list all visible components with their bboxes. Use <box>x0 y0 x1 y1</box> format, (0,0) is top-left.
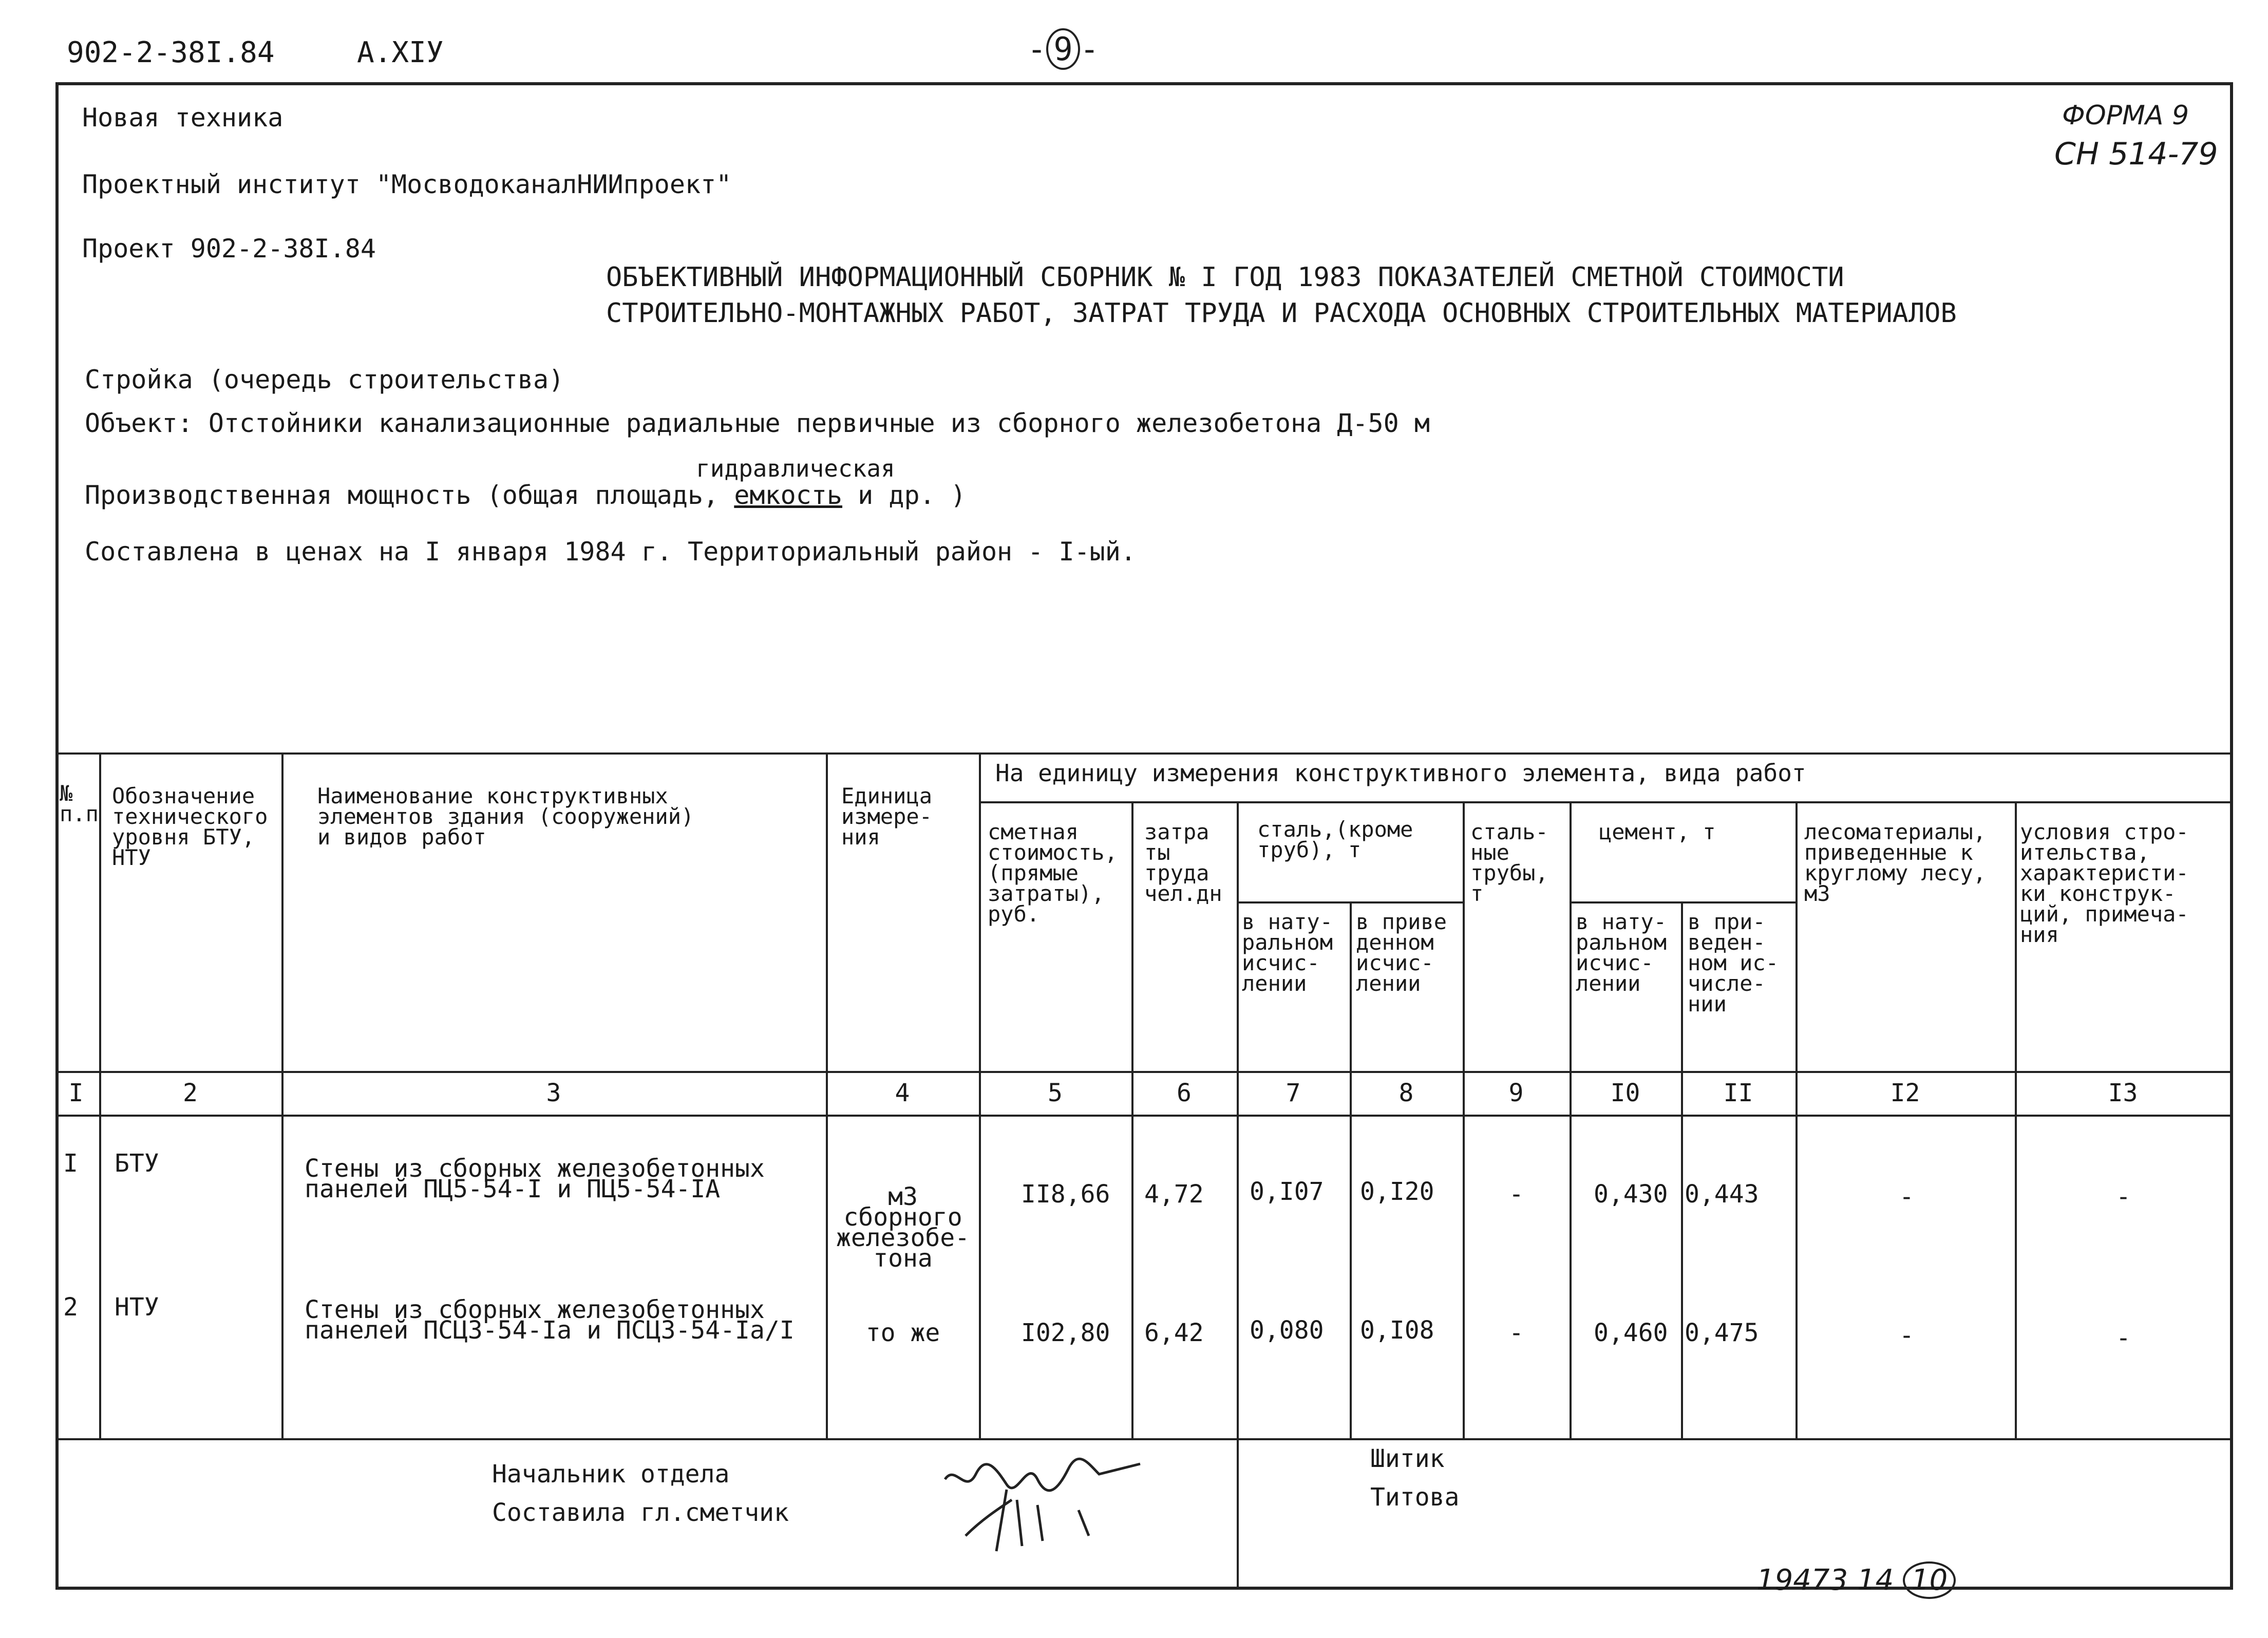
column-number: 7 <box>1286 1079 1301 1107</box>
table-row-1-cost: II8,66 <box>1021 1180 1110 1209</box>
col-line <box>1570 801 1572 1438</box>
signature-title-head: Начальник отдела <box>492 1460 730 1489</box>
column-number: 5 <box>1048 1079 1063 1107</box>
header-cement-reduced: в при- веден- ном ис- числе- нии <box>1688 909 1779 1016</box>
header-code: Обозначение технического уровня БТУ, НТУ <box>112 783 268 870</box>
organization-label: Новая техника <box>82 103 284 133</box>
header-unit: Единица измере- ния <box>841 783 933 850</box>
table-row-1-labor: 4,72 <box>1144 1180 1204 1209</box>
table-row-1-cement-natural: 0,430 <box>1594 1180 1668 1209</box>
footer-circled-number: 10 <box>1903 1561 1956 1599</box>
table-row-1-pipes: - <box>1509 1180 1524 1209</box>
project-code: Проект 902-2-38I.84 <box>82 234 376 263</box>
col-line <box>1131 801 1133 1438</box>
header-timber: лесоматериалы, приведенные к круглому лесу, м3 <box>1804 819 1987 906</box>
handwritten-signature <box>935 1448 1150 1567</box>
header-cost: сметная стоимость, (прямые затраты), руб. <box>988 819 1118 927</box>
column-number: 2 <box>183 1079 198 1107</box>
col-line <box>1463 801 1465 1438</box>
table-row-2-cost: I02,80 <box>1021 1319 1110 1347</box>
signature-name-head: Шитик <box>1370 1444 1445 1473</box>
collection-title-line-1: ОБЪЕКТИВНЫЙ ИНФОРМАЦИОННЫЙ СБОРНИК № I ГОД 1983 ПОКАЗАТЕЛЕЙ СМЕТНОЙ СТОИМОСТИ <box>606 262 1844 293</box>
prices-line: Составлена в ценах на I января 1984 г. Территориальный район - I-ый. <box>85 537 1136 567</box>
table-row-2-cement-reduced: 0,475 <box>1685 1319 1759 1347</box>
column-number-top-line <box>55 1071 2233 1073</box>
institute-name: Проектный институт "МосводоканалНИИпроект" <box>82 170 732 199</box>
table-row-2-labor: 6,42 <box>1144 1319 1204 1347</box>
column-number-bottom-line <box>55 1115 2233 1117</box>
column-number: 4 <box>895 1079 910 1107</box>
header-notes: условия стро- ительства, характеристи- ки конструк- ций, примеча- ния <box>2020 819 2189 947</box>
table-row-2-cement-natural: 0,460 <box>1594 1319 1668 1347</box>
column-number: 9 <box>1508 1079 1524 1107</box>
table-row-1-code: БТУ <box>115 1149 159 1178</box>
col-line <box>2015 801 2017 1438</box>
album-code: А.XIУ <box>357 36 444 69</box>
table-row-1-cement-reduced: 0,443 <box>1685 1180 1759 1209</box>
table-row-2-unit: то же <box>865 1319 940 1347</box>
table-row-1-steel-reduced: 0,I20 <box>1360 1177 1434 1206</box>
table-row-1-unit: м3 сборного железобе- тона <box>836 1182 970 1273</box>
table-row-2-steel-natural: 0,080 <box>1250 1316 1324 1345</box>
signature-title-estimator: Составила гл.сметчик <box>492 1498 789 1527</box>
indicators-table <box>55 752 2233 1438</box>
construction-line: Стройка (очередь строительства) <box>85 365 564 394</box>
column-number: I2 <box>1890 1079 1920 1107</box>
col-line <box>1681 901 1683 1438</box>
capacity-line <box>85 480 966 510</box>
capacity-underlined: емкость <box>734 480 843 510</box>
capacity-handwritten-note: гидравлическая <box>696 455 895 482</box>
group-header-line <box>979 801 2233 803</box>
footer-inventory-number <box>1756 1561 1956 1599</box>
form-standard: СН 514-79 <box>2054 136 2218 172</box>
table-row-2-notes: - <box>2116 1324 2131 1352</box>
table-row-1-number: I <box>63 1149 78 1178</box>
column-number: II <box>1723 1079 1753 1107</box>
table-top-line <box>55 752 2233 755</box>
signature-name-estimator: Титова <box>1370 1483 1460 1512</box>
document-code: 902-2-38I.84 <box>67 36 275 69</box>
header-steel: сталь,(кроме труб), т <box>1257 817 1413 862</box>
header-labor: затра ты труда чел.дн <box>1144 819 1222 906</box>
col-line <box>1796 801 1798 1438</box>
table-row-2-timber: - <box>1899 1321 1914 1350</box>
object-line: Объект: Отстойники канализационные радиальные первичные из сборного железобетона Д-50 м <box>85 408 1430 438</box>
table-row-1-notes: - <box>2116 1182 2131 1211</box>
column-number: I3 <box>2108 1079 2138 1107</box>
header-cement: цемент, т <box>1599 819 1716 844</box>
collection-title-line-2: СТРОИТЕЛЬНО-МОНТАЖНЫХ РАБОТ, ЗАТРАТ ТРУДА И РАСХОДА ОСНОВНЫХ СТРОИТЕЛЬНЫХ МАТЕРИАЛОВ <box>606 298 1957 329</box>
header-group: На единицу измерения конструктивного элемента, вида работ <box>995 759 1806 787</box>
header-steel-reduced: в приве денном исчис- лении <box>1356 909 1447 996</box>
table-row-1-timber: - <box>1899 1182 1914 1211</box>
header-pipes: сталь- ные трубы, т <box>1470 819 1548 906</box>
footer-number: 19473 14 <box>1756 1564 1894 1597</box>
table-row-2-steel-reduced: 0,I08 <box>1360 1316 1434 1345</box>
header-number: № п.п <box>60 781 99 826</box>
col-line <box>2231 752 2233 1438</box>
header-cement-natural: в нату- ральном исчис- лении <box>1576 909 1667 996</box>
table-row-2-name: Стены из сборных железобетонных панелей ПСЦЗ-54-Iа и ПСЦЗ-54-Iа/I <box>305 1295 795 1345</box>
header-steel-natural: в нату- ральном исчис- лении <box>1242 909 1333 996</box>
table-row-2-pipes: - <box>1509 1319 1524 1347</box>
table-row-2-code: НТУ <box>115 1293 159 1322</box>
form-label: ФОРМА 9 <box>2062 100 2189 131</box>
table-row-2-number: 2 <box>63 1293 78 1322</box>
header-name: Наименование конструктивных элементов здания (сооружений) и видов работ <box>317 783 694 850</box>
col-line <box>1350 901 1352 1438</box>
page-number: - 9 - <box>1027 28 1099 70</box>
table-row-1-name: Стены из сборных железобетонных панелей ПЦ5-54-I и ПЦ5-54-IА <box>305 1154 765 1203</box>
column-number: 3 <box>546 1079 561 1107</box>
column-number: 6 <box>1177 1079 1192 1107</box>
column-number: I0 <box>1610 1079 1640 1107</box>
col-line <box>1237 801 1239 1438</box>
signature-divider <box>1237 1438 1239 1590</box>
column-number: I <box>68 1079 84 1107</box>
col-line <box>55 752 58 1438</box>
table-row-1-steel-natural: 0,I07 <box>1250 1177 1324 1206</box>
column-number: 8 <box>1398 1079 1414 1107</box>
capacity-suffix: и др. ) <box>842 480 966 510</box>
page-number-circle: 9 <box>1046 28 1080 70</box>
capacity-prefix: Производственная мощность (общая площадь, <box>85 480 734 510</box>
